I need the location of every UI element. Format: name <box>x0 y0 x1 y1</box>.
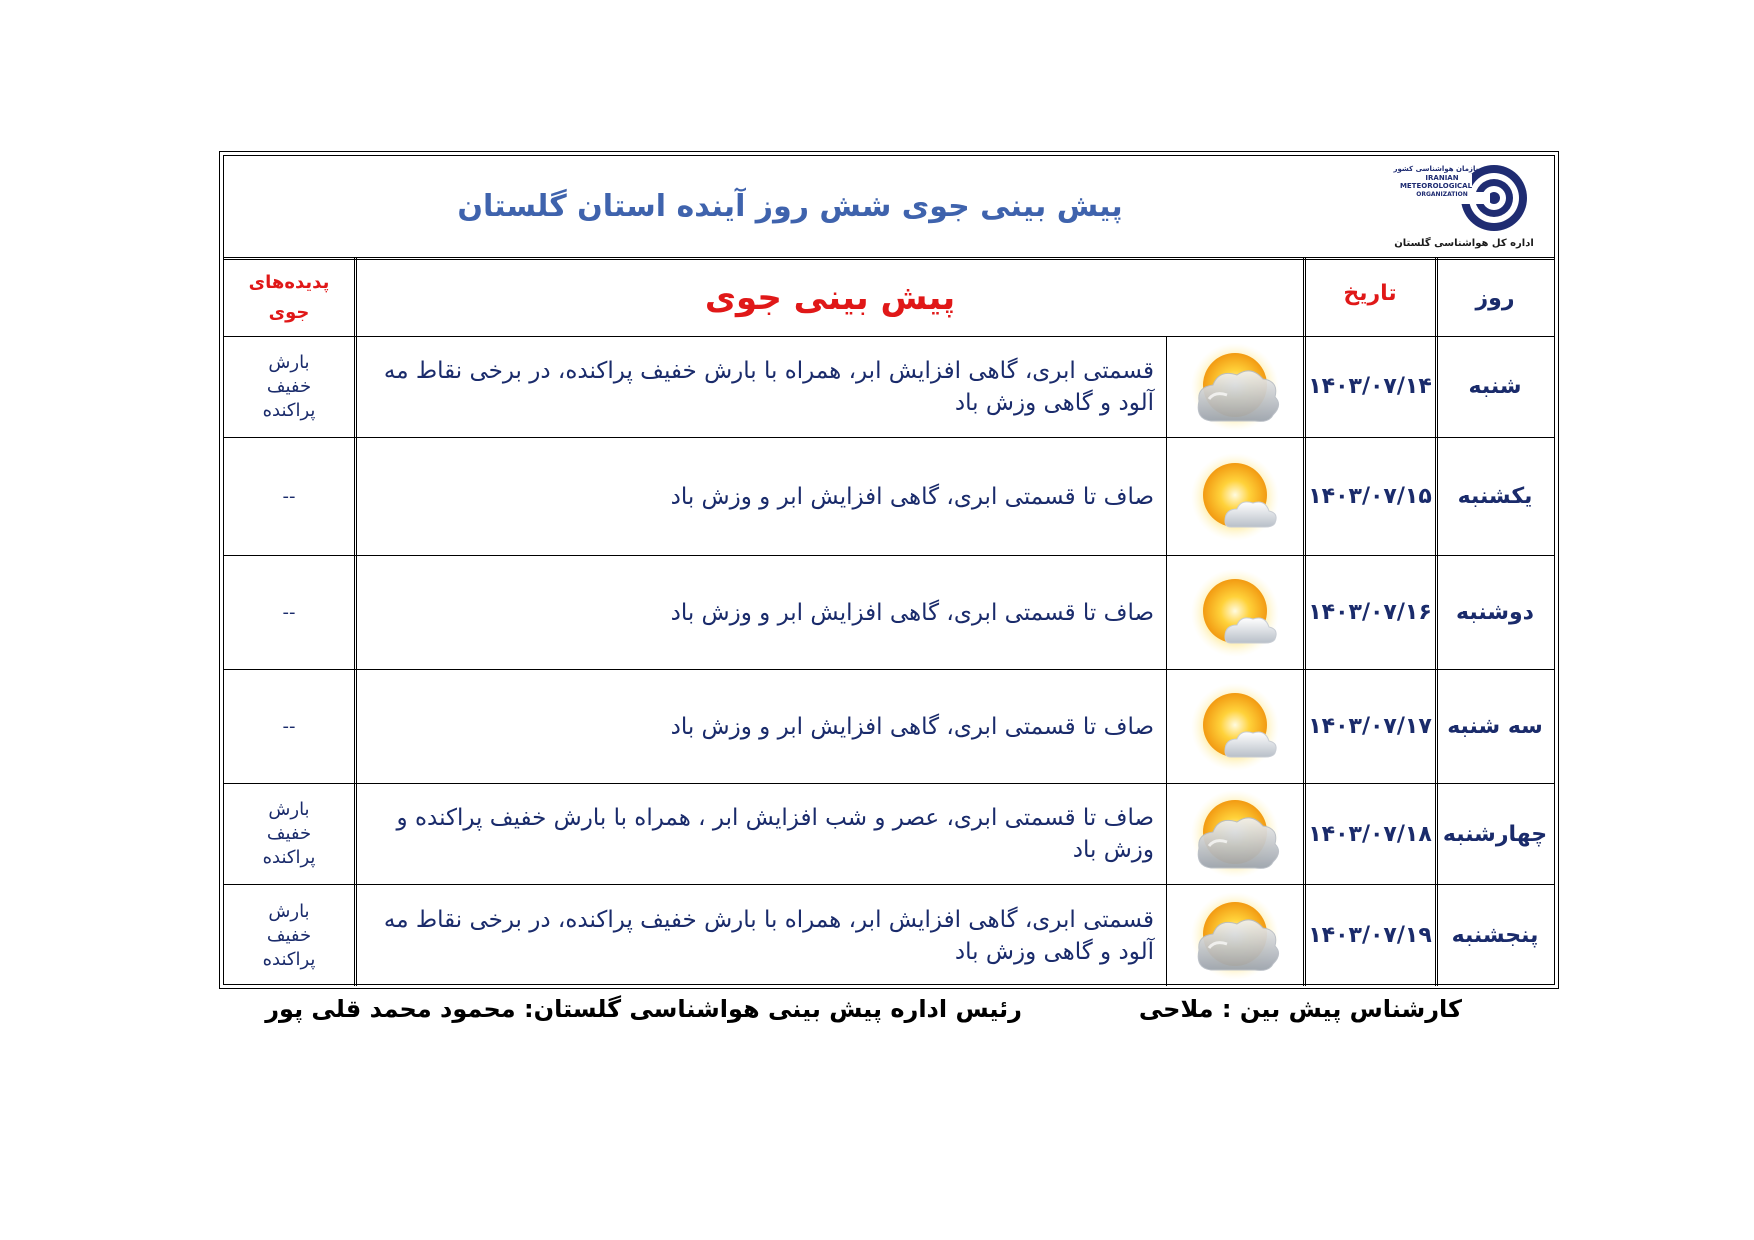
forecaster-name: کارشناس پیش بین : ملاحی <box>1138 995 1462 1023</box>
column-header-phenomena-line2: جوی <box>268 302 310 323</box>
table-row-date: ۱۴۰۳/۰۷/۱۷ <box>1308 714 1432 739</box>
table-row-date: ۱۴۰۳/۰۷/۱۹ <box>1308 923 1432 948</box>
table-row-day: یکشنبه <box>1457 484 1533 509</box>
table-row-phenomena: -- <box>282 485 296 507</box>
table-row-phenomena: بارش خفیف پراکنده <box>262 351 316 421</box>
column-header-day: روز <box>1475 285 1515 311</box>
logo-text-top: سازمان هواشناسی کشور <box>1393 165 1483 173</box>
logo-text-en1: IRANIAN <box>1425 174 1459 182</box>
column-header-forecast: پیش بینی جوی <box>704 278 956 318</box>
page-title: پیش بینی جوی شش روز آینده استان گلستان <box>457 188 1123 224</box>
sun-cloud-icon <box>1168 556 1302 669</box>
table-row-date: ۱۴۰۳/۰۷/۱۶ <box>1308 600 1432 625</box>
table-row-forecast: صاف تا قسمتی ابری، گاهی افزایش ابر و وزش باد <box>670 599 1154 626</box>
logo-caption: اداره کل هواشناسی گلستان <box>1394 238 1534 249</box>
table-row-forecast: صاف تا قسمتی ابری، گاهی افزایش ابر و وزش باد <box>670 483 1154 510</box>
logo-text-en2: METEOROLOGICAL <box>1399 182 1473 190</box>
office-head-name: رئیس اداره پیش بینی هواشناسی گلستان: محمود محمد قلی پور <box>265 995 1022 1023</box>
column-header-date: تاریخ <box>1343 280 1397 306</box>
table-row-day: شنبه <box>1468 374 1522 399</box>
table-row-day: سه شنبه <box>1447 714 1543 739</box>
partly-cloudy-rain-icon <box>1168 784 1302 884</box>
table-row-phenomena: -- <box>282 601 296 623</box>
logo-text-en3: ORGANIZATION <box>1416 191 1468 198</box>
table-row-date: ۱۴۰۳/۰۷/۱۸ <box>1308 821 1432 847</box>
table-row-day: دوشنبه <box>1456 600 1534 625</box>
column-header-phenomena-line1: پدیده‌های <box>248 272 330 293</box>
table-row-date: ۱۴۰۳/۰۷/۱۵ <box>1308 484 1432 509</box>
table-row-forecast: قسمتی ابری، گاهی افزایش ابر، همراه با بارش خفیف پراکنده، در برخی نقاط مه آلود و گاهی وزش باد <box>383 906 1154 965</box>
table-row-day: پنجشنبه <box>1451 923 1539 948</box>
partly-cloudy-rain-icon <box>1168 337 1302 436</box>
table-row-phenomena: بارش خفیف پراکنده <box>262 799 316 868</box>
partly-cloudy-rain-icon <box>1168 885 1302 986</box>
table-row-date: ۱۴۰۳/۰۷/۱۴ <box>1308 374 1432 399</box>
forecast-table <box>219 151 1559 989</box>
table-row-day: چهارشنبه <box>1442 821 1548 847</box>
table-row-forecast: صاف تا قسمتی ابری، گاهی افزایش ابر و وزش باد <box>670 713 1154 740</box>
sun-cloud-icon <box>1168 438 1302 555</box>
table-row-phenomena: بارش خفیف پراکنده <box>262 900 316 970</box>
table-row-forecast: قسمتی ابری، گاهی افزایش ابر، همراه با بارش خفیف پراکنده، در برخی نقاط مه آلود و گاهی وزش باد <box>383 357 1154 416</box>
table-row-forecast: صاف تا قسمتی ابری، عصر و شب افزایش ابر ، همراه با بارش خفیف پراکنده و وزش باد <box>396 805 1154 863</box>
sun-cloud-icon <box>1168 670 1302 783</box>
column-header-phenomena <box>224 260 354 336</box>
table-row-phenomena: -- <box>282 715 296 737</box>
